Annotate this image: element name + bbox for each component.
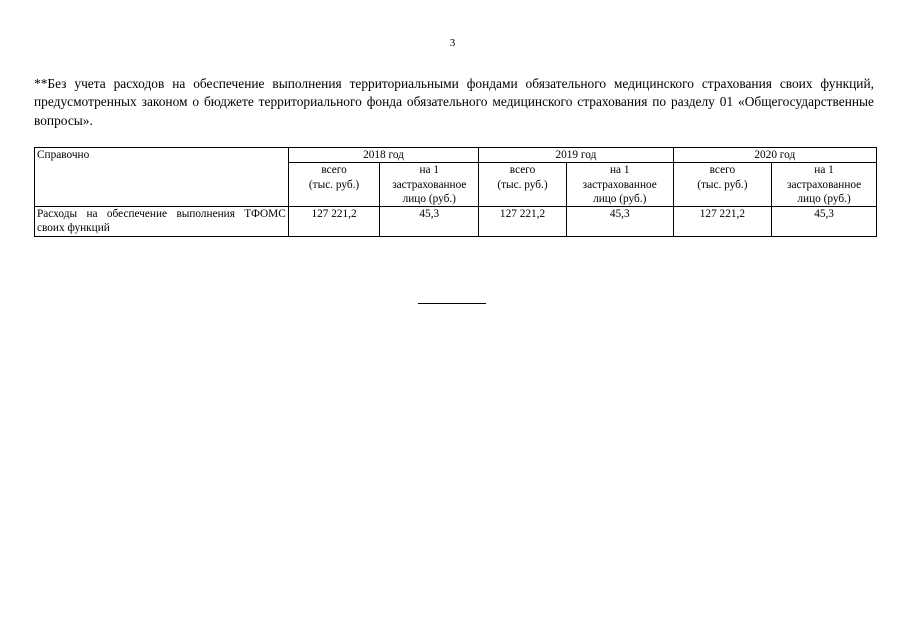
subheader-per-person — [380, 163, 479, 207]
subheader-total-line1: всего — [709, 164, 736, 177]
year-header-2020: 2020 год — [673, 148, 876, 163]
subheader-per-person-line1: на 1 — [814, 164, 834, 177]
subheader-total — [673, 163, 772, 207]
subheader-per-person-line3: лицо (руб.) — [402, 192, 456, 205]
subheader-per-person-line1: на 1 — [419, 164, 440, 177]
value-2019-total: 127 221,2 — [479, 207, 567, 237]
value-2018-total: 127 221,2 — [288, 207, 380, 237]
value-2018-per-person: 45,3 — [380, 207, 479, 237]
subheader-per-person-line3: лицо (руб.) — [593, 192, 647, 205]
table-header-row — [35, 148, 877, 163]
subheader-total-line2: (тыс. руб.) — [308, 178, 360, 191]
subheader-per-person — [772, 163, 877, 207]
subheader-per-person-line3: лицо (руб.) — [797, 192, 851, 205]
row-label: Расходы на обеспечение выполнения ТФОМС своих функций — [35, 207, 289, 237]
page-number: 3 — [449, 37, 456, 49]
table-corner-label: Справочно — [35, 148, 289, 207]
end-divider-line — [418, 303, 486, 304]
subheader-total-line1: всего — [509, 164, 536, 177]
subheader-per-person-line1: на 1 — [609, 164, 630, 177]
subheader-per-person-line2: застрахованное — [786, 178, 862, 191]
subheader-total — [479, 163, 567, 207]
subheader-total — [288, 163, 380, 207]
year-header-2018: 2018 год — [288, 148, 478, 163]
value-2020-total: 127 221,2 — [673, 207, 772, 237]
value-2020-per-person: 45,3 — [772, 207, 877, 237]
subheader-per-person-line2: застрахованное — [582, 178, 657, 191]
reference-table — [34, 147, 877, 237]
subheader-per-person — [566, 163, 673, 207]
table-row — [35, 207, 877, 237]
footnote-text: **Без учета расходов на обеспечение выполнения территориальными фондами обязательного медицинского страхования своих функций, предусмотренных законом о бюджете территориального фонда обязательного медицинского страхования по разделу 01 «Общегосударственные вопросы». — [34, 76, 874, 128]
value-2019-per-person: 45,3 — [566, 207, 673, 237]
subheader-total-line1: всего — [321, 164, 347, 177]
subheader-total-line2: (тыс. руб.) — [697, 178, 748, 191]
subheader-total-line2: (тыс. руб.) — [497, 178, 548, 191]
year-header-2019: 2019 год — [479, 148, 673, 163]
subheader-per-person-line2: застрахованное — [392, 178, 467, 191]
